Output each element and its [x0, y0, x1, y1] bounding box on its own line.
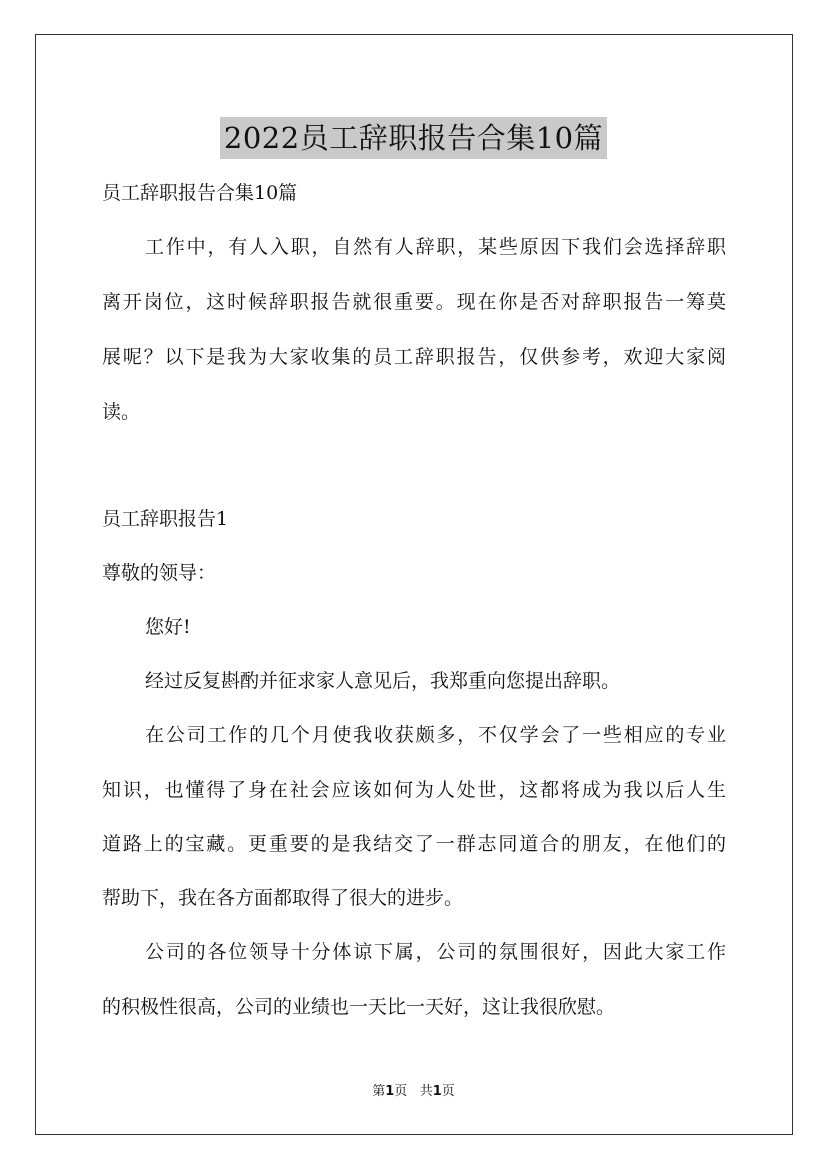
section-heading: 员工辞职报告1	[102, 508, 229, 530]
total-pages: 1	[432, 1084, 442, 1099]
paragraph-2-line-1: 在公司工作的几个月使我收获颇多，不仅学会了一些相应的专业	[145, 724, 726, 746]
page-number: 1	[385, 1084, 395, 1099]
page-footer	[0, 1083, 827, 1101]
salutation: 尊敬的领导：	[102, 562, 217, 584]
total-prefix: 共	[419, 1084, 433, 1099]
total-unit: 页	[441, 1084, 455, 1099]
intro-line-2: 离开岗位，这时候辞职报告就很重要。现在你是否对辞职报告一筹莫	[102, 291, 726, 313]
intro-line-3: 展呢？以下是我为大家收集的员工辞职报告，仅供参考，欢迎大家阅	[102, 346, 726, 368]
page-prefix: 第	[372, 1084, 386, 1099]
paragraph-3-line-1: 公司的各位领导十分体谅下属，公司的氛围很好，因此大家工作	[145, 941, 726, 963]
intro-line-1: 工作中，有人入职，自然有人辞职，某些原因下我们会选择辞职	[145, 236, 726, 258]
document-subtitle: 员工辞职报告合集10篇	[102, 182, 298, 204]
paragraph-2-line-3: 道路上的宝藏。更重要的是我结交了一群志同道合的朋友，在他们的	[102, 833, 726, 855]
title-container	[0, 98, 827, 179]
page-unit: 页	[394, 1084, 408, 1099]
paragraph-3-line-2: 的积极性很高，公司的业绩也一天比一天好，这让我很欣慰。	[102, 996, 616, 1018]
paragraph-1: 经过反复斟酌并征求家人意见后，我郑重向您提出辞职。	[145, 670, 621, 692]
paragraph-2-line-2: 知识，也懂得了身在社会应该如何为人处世，这都将成为我以后人生	[102, 779, 726, 801]
greeting: 您好!	[145, 616, 191, 638]
intro-line-4: 读。	[102, 401, 141, 423]
paragraph-2-line-4: 帮助下，我在各方面都取得了很大的进步。	[102, 887, 464, 909]
document-title: 2022员工辞职报告合集10篇	[220, 117, 607, 159]
